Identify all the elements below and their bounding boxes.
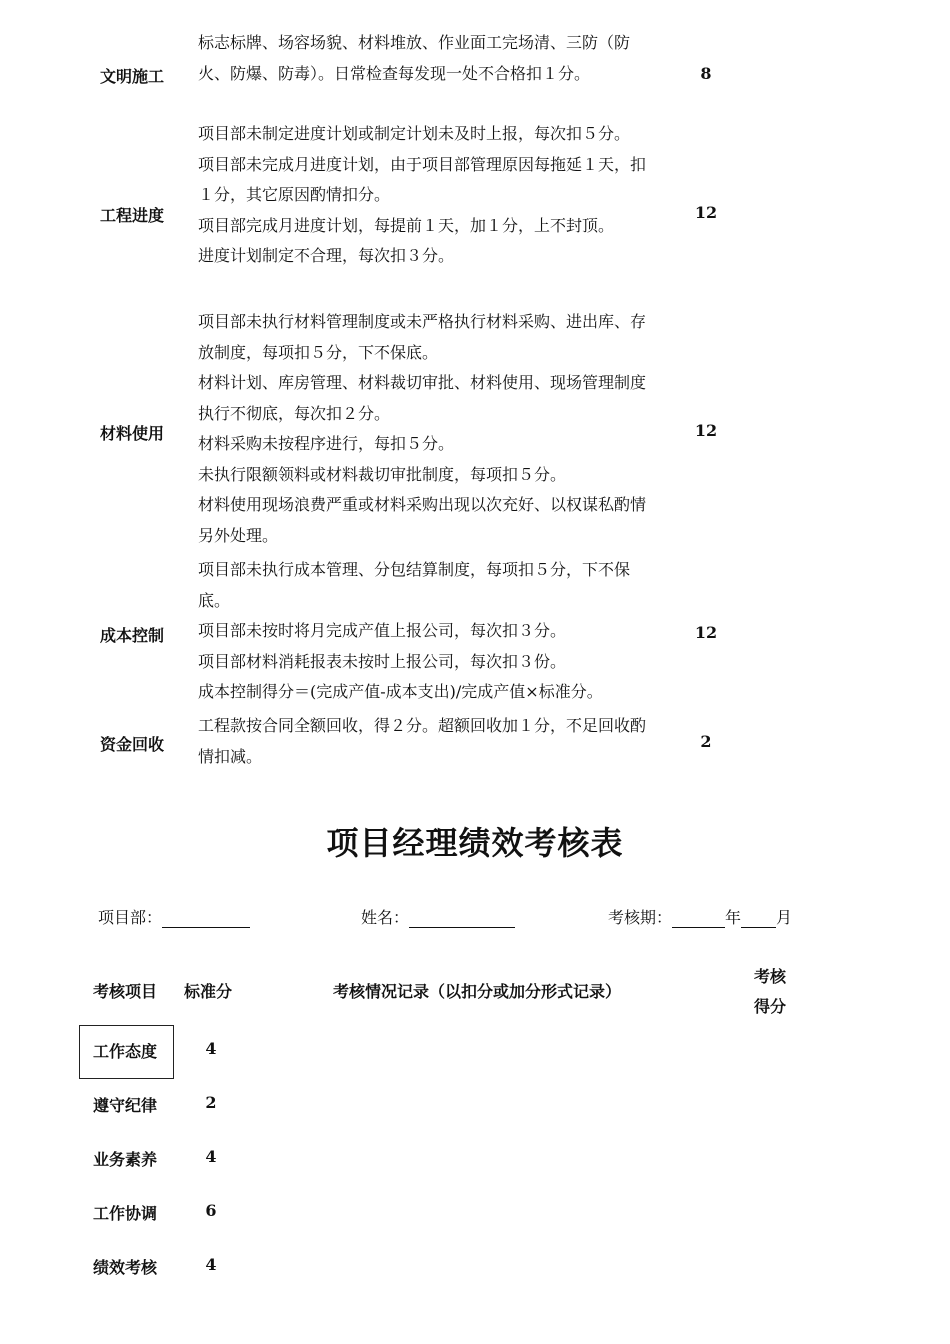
name-label: 姓名： (361, 908, 410, 927)
header-item: 考核项目 (93, 982, 158, 1001)
period-year-blank[interactable] (672, 910, 725, 928)
criterion-description (198, 28, 660, 89)
criterion-score: 8 (700, 64, 712, 83)
project-dept-blank[interactable] (162, 910, 250, 928)
row-standard-score: 4 (205, 1147, 217, 1166)
row-item[interactable]: 绩效考核 (93, 1258, 158, 1277)
row-standard-score: 4 (205, 1039, 217, 1058)
project-dept-field[interactable] (98, 905, 250, 928)
name-field[interactable] (361, 905, 515, 928)
criterion-description (198, 307, 660, 551)
criterion-category: 资金回收 (100, 735, 165, 754)
project-dept-label: 项目部： (98, 908, 163, 927)
criterion-rule: 未执行限额领料或材料裁切审批制度，每项扣５分。 (198, 464, 567, 484)
form-title: 项目经理绩效考核表 (326, 824, 624, 862)
criterion-rule: 材料计划、库房管理、材料裁切审批、材料使用、现场管理制度执行不彻底，每次扣２分。 (198, 373, 647, 423)
criterion-rule: 项目部材料消耗报表未按时上报公司，每次扣３份。 (198, 651, 567, 671)
name-blank[interactable] (409, 910, 515, 928)
row-standard-score: 4 (205, 1255, 217, 1274)
criterion-category: 成本控制 (100, 626, 165, 645)
month-label: 月 (776, 908, 793, 927)
criterion-category: 材料使用 (100, 424, 165, 443)
criterion-rule: 项目部未制定进度计划或制定计划未及时上报，每次扣５分。 (198, 124, 631, 143)
row-item[interactable]: 工作协调 (93, 1204, 158, 1223)
criterion-rule: 项目部完成月进度计划，每提前１天，加１分，上不封顶。 (198, 215, 615, 235)
header-final-score-line1: 考核 (754, 967, 787, 986)
criterion-rule: 项目部未执行成本管理、分包结算制度，每项扣５分，下不保底。 (198, 560, 631, 610)
criterion-rule: 项目部未完成月进度计划，由于项目部管理原因每拖延１天，扣１分，其它原因酌情扣分。 (198, 154, 647, 204)
row-item[interactable]: 业务素养 (93, 1150, 158, 1169)
criterion-score: 12 (694, 203, 718, 222)
criterion-rule: 材料采购未按程序进行，每扣５分。 (198, 434, 455, 453)
header-final-score (754, 962, 786, 1022)
row-item[interactable]: 工作态度 (93, 1042, 158, 1061)
criterion-rule: 项目部未执行材料管理制度或未严格执行材料采购、进出库、存放制度，每项扣５分，下不保底。 (198, 312, 647, 362)
period-label: 考核期： (608, 908, 673, 927)
header-final-score-line2: 得分 (754, 997, 787, 1016)
header-standard-score: 标准分 (184, 982, 233, 1001)
criterion-rule: 标志标牌、场容场貌、材料堆放、作业面工完场清、三防（防火、防爆、防毒）。日常检查每发现一处不合格扣１分。 (198, 33, 631, 83)
criterion-score: 12 (694, 421, 718, 440)
period-month-blank[interactable] (741, 910, 776, 928)
criterion-category: 工程进度 (100, 206, 165, 225)
row-item[interactable]: 遵守纪律 (93, 1096, 158, 1115)
criterion-score: 12 (694, 623, 718, 642)
criterion-rule: 工程款按合同全额回收，得２分。超额回收加１分，不足回收酌情扣减。 (198, 716, 647, 766)
year-label: 年 (725, 908, 742, 927)
criterion-rule: 项目部未按时将月完成产值上报公司，每次扣３分。 (198, 621, 567, 640)
criterion-rule: 成本控制得分＝(完成产值-成本支出)/完成产值×标准分。 (198, 682, 603, 701)
header-record: 考核情况记录（以扣分或加分形式记录） (333, 982, 622, 1001)
criterion-rule: 进度计划制定不合理，每次扣３分。 (198, 246, 455, 265)
period-field[interactable] (608, 905, 792, 928)
row-standard-score: 6 (205, 1201, 217, 1220)
criterion-category: 文明施工 (100, 67, 165, 86)
criterion-rule: 材料使用现场浪费严重或材料采购出现以次充好、以权谋私酌情另外处理。 (198, 495, 647, 545)
criterion-description (198, 711, 660, 772)
criterion-description (198, 555, 660, 708)
criterion-score: 2 (700, 732, 712, 751)
row-standard-score: 2 (205, 1093, 217, 1112)
criterion-description (198, 119, 660, 272)
